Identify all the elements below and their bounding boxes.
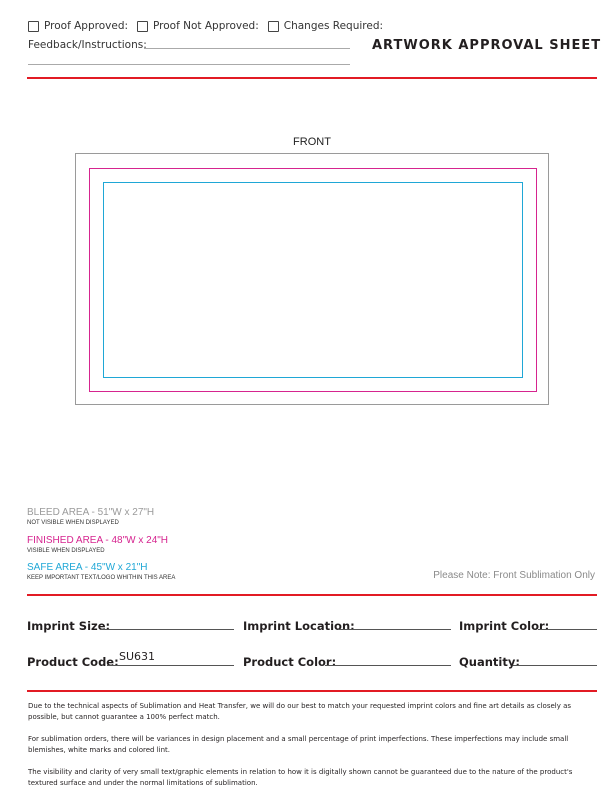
header-divider bbox=[27, 77, 597, 79]
proof-approved-option[interactable] bbox=[28, 20, 128, 32]
proof-not-approved-checkbox[interactable] bbox=[137, 21, 148, 32]
disclaimer-paragraph-3: The visibility and clarity of very small text/graphic elements in relation to how it is digitally shown cannot be guaranteed due to the nature of the product's textured surface and under the normal limitations of sublimation. bbox=[28, 768, 573, 787]
quantity-label: Quantity: bbox=[459, 655, 520, 669]
changes-required-checkbox[interactable] bbox=[268, 21, 279, 32]
imprint-location-label: Imprint Location: bbox=[243, 619, 355, 633]
product-code-label: Product Code: bbox=[27, 655, 119, 669]
bleed-area-title: BLEED AREA - 51"W x 27"H bbox=[27, 507, 155, 518]
proof-not-approved-option[interactable] bbox=[137, 20, 259, 32]
proof-approved-checkbox[interactable] bbox=[28, 21, 39, 32]
form-bottom-divider bbox=[27, 690, 597, 692]
form-top-divider bbox=[27, 594, 597, 596]
product-code-value: SU631 bbox=[119, 650, 156, 663]
imprint-location-field[interactable] bbox=[338, 629, 451, 630]
proof-not-approved-label: Proof Not Approved: bbox=[153, 20, 259, 32]
safe-area-box bbox=[103, 182, 523, 378]
product-code-field[interactable] bbox=[107, 665, 234, 666]
imprint-color-label: Imprint Color: bbox=[459, 619, 550, 633]
quantity-field[interactable] bbox=[513, 665, 597, 666]
approval-options bbox=[28, 20, 392, 32]
disclaimer-paragraph-2: For sublimation orders, there will be variances in design placement and a small percentage of print imperfections. These imperfections may include small blemishes, white marks and colored lint. bbox=[28, 735, 569, 754]
artwork-side-label: FRONT bbox=[293, 136, 331, 148]
sheet-title: ARTWORK APPROVAL SHEET bbox=[372, 38, 602, 53]
sublimation-note: Please Note: Front Sublimation Only bbox=[433, 570, 595, 581]
finished-area-subtitle: VISIBLE WHEN DISPLAYED bbox=[27, 548, 105, 554]
imprint-size-field[interactable] bbox=[100, 629, 234, 630]
feedback-label: Feedback/Instructions: bbox=[28, 39, 147, 51]
bleed-area-subtitle: NOT VISIBLE WHEN DISPLAYED bbox=[27, 520, 119, 526]
product-color-label: Product Color: bbox=[243, 655, 337, 669]
safe-area-title: SAFE AREA - 45"W x 21"H bbox=[27, 562, 148, 573]
imprint-size-label: Imprint Size: bbox=[27, 619, 111, 633]
finished-area-title: FINISHED AREA - 48"W x 24"H bbox=[27, 535, 169, 546]
imprint-color-field[interactable] bbox=[538, 629, 597, 630]
disclaimer-paragraph-1: Due to the technical aspects of Sublimation and Heat Transfer, we will do our best to match your requested imprint colors and fine art details as closely as possible, but cannot guarantee a 100% perfect match. bbox=[28, 702, 572, 721]
changes-required-option[interactable] bbox=[268, 20, 383, 32]
product-color-field[interactable] bbox=[325, 665, 451, 666]
feedback-input-line-2[interactable] bbox=[28, 64, 350, 65]
proof-approved-label: Proof Approved: bbox=[44, 20, 129, 32]
feedback-input-line[interactable] bbox=[144, 48, 350, 49]
safe-area-subtitle: KEEP IMPORTANT TEXT/LOGO WHITHIN THIS AREA bbox=[27, 575, 176, 581]
changes-required-label: Changes Required: bbox=[283, 20, 384, 32]
